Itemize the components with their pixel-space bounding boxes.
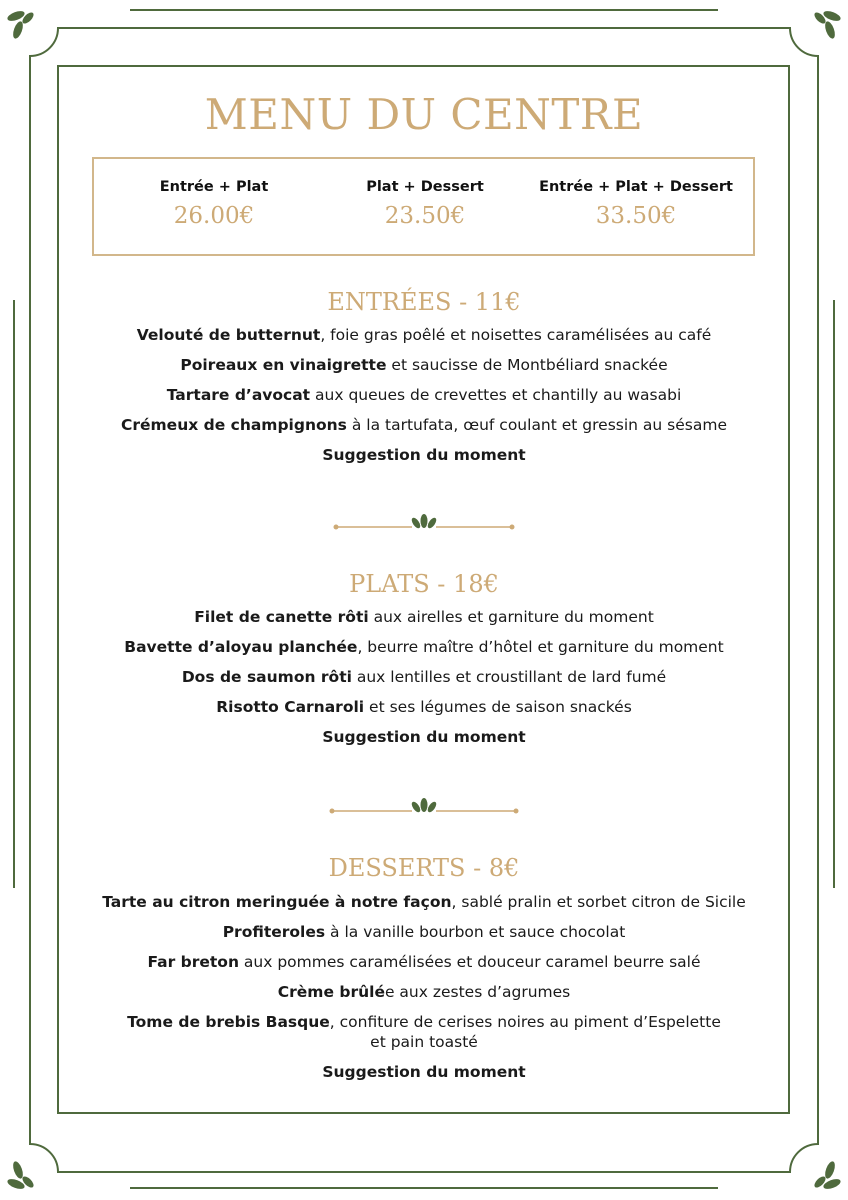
formula-price: 23.50€ — [384, 203, 466, 229]
menu-item: Velouté de butternut, foie gras poêlé et noisettes caramélisées au café — [136, 326, 712, 344]
section-divider — [328, 797, 520, 821]
menu-item: Risotto Carnaroli et ses légumes de saison snackés — [216, 698, 632, 716]
formula-plat-dessert — [315, 179, 535, 229]
section-title-desserts: DESSERTS - 8€ — [328, 854, 520, 882]
corner-leaf-top-right-icon — [813, 9, 842, 40]
formula-entree-plat-dessert — [526, 179, 746, 229]
corner-leaf-bottom-right-icon — [813, 1160, 842, 1191]
corner-leaf-bottom-left-icon — [6, 1160, 35, 1191]
formula-label: Entrée + Plat — [159, 179, 269, 195]
corner-leaf-top-left-icon — [6, 9, 35, 40]
formula-label: Entrée + Plat + Dessert — [539, 179, 733, 195]
menu-item: Filet de canette rôti aux airelles et garniture du moment — [194, 608, 654, 626]
formula-price: 33.50€ — [595, 203, 677, 229]
menu-item: Suggestion du moment — [322, 446, 526, 464]
formula-entree-plat — [104, 179, 324, 229]
formula-prices — [92, 157, 755, 256]
menu-item: Dos de saumon rôti aux lentilles et croustillant de lard fumé — [181, 668, 667, 686]
menu-item: Crème brûlée aux zestes d’agrumes — [277, 983, 571, 1001]
page-title: MENU DU CENTRE — [204, 90, 644, 139]
section-title-plats: PLATS - 18€ — [349, 570, 499, 598]
menu-item: Tartare d’avocat aux queues de crevettes et chantilly au wasabi — [166, 386, 682, 404]
formula-label: Plat + Dessert — [366, 179, 484, 195]
menu-item: Poireaux en vinaigrette et saucisse de Montbéliard snackée — [180, 356, 668, 374]
plats-list — [60, 607, 788, 757]
leaf-ornament-icon — [410, 798, 438, 814]
leaf-ornament-icon — [410, 514, 438, 530]
menu-item: Far breton aux pommes caramélisées et douceur caramel beurre salé — [147, 953, 701, 971]
menu-item: Suggestion du moment — [322, 728, 526, 746]
menu-item: Bavette d’aloyau planchée, beurre maître d’hôtel et garniture du moment — [124, 638, 724, 656]
menu-item: Crémeux de champignons à la tartufata, œuf coulant et gressin au sésame — [121, 416, 727, 434]
desserts-list — [60, 892, 788, 1092]
section-title-entrees: ENTRÉES - 11€ — [327, 288, 521, 316]
formula-price: 26.00€ — [173, 203, 255, 229]
menu-item: Tarte au citron meringuée à notre façon, sablé pralin et sorbet citron de Sicile — [102, 893, 746, 911]
entrees-list — [60, 325, 788, 475]
menu-item: Profiteroles à la vanille bourbon et sauce chocolat — [222, 923, 626, 941]
section-divider — [328, 513, 520, 537]
menu-item: Suggestion du moment — [322, 1063, 526, 1081]
menu-item: Tome de brebis Basque, confiture de cerises noires au piment d’Espelette et pain toasté — [127, 1013, 721, 1051]
